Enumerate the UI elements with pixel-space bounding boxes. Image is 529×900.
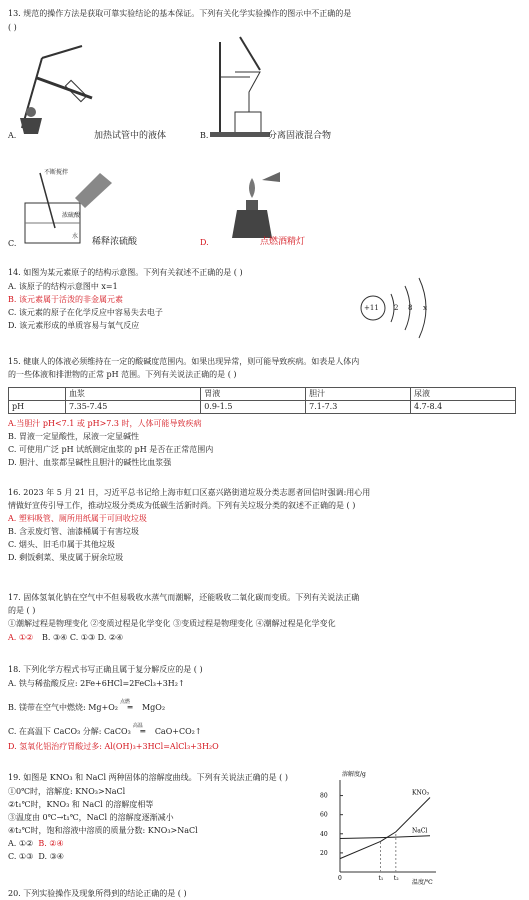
q13-b-letter: B.: [200, 131, 209, 140]
q19-options-row-1: [8, 838, 64, 850]
atom-shell-2: 8: [408, 304, 413, 312]
q18-option-d: D. 氢氧化铝治疗胃酸过多: Al(OH)₃+3HCl=AlCl₃+3H₂O: [8, 742, 219, 751]
q13-c-letter: C.: [8, 239, 17, 248]
q14-option-b: B. 该元素属于活泼的非金属元素: [8, 295, 123, 304]
q17-options-rest: B. ③④ C. ①③ D. ②④: [42, 633, 124, 642]
q17-stem-2: 的是 ( ): [8, 606, 36, 615]
q15-option-c: C. 可使用广泛 pH 试纸测定血浆的 pH 是否在正常范围内: [8, 445, 214, 454]
q19-stem: 19. 如图是 KNO₃ 和 NaCl 两种固体的溶解度曲线。下列有关说法正确的是 ( ): [8, 773, 288, 782]
q19-options-row-2: [8, 851, 64, 863]
x-axis-label: 温度/℃: [412, 879, 433, 886]
x-tick-label: 0: [338, 875, 342, 882]
q20-stem: 20. 下列实验操作及现象所得到的结论正确的是 ( ): [8, 889, 187, 898]
q16-stem-2: 情做好宣传引导工作，推动垃圾分类成为低碳生活新时尚。下列有关垃圾分类的叙述不正确的是 ( ): [8, 501, 356, 510]
q13-b-caption: 分离固液混合物: [268, 131, 332, 141]
y-axis-label: 溶解度/g: [342, 771, 366, 778]
q16-stem-1: 16. 2023 年 5 月 21 日，习近平总书记给上海市虹口区嘉兴路街道垃圾分类志愿者回信时强调:用心用: [8, 488, 371, 497]
q13-stem: 13. 规范的操作方法是获取可靠实验结论的基本保证。下列有关化学实验操作的图示中不正确的是: [8, 9, 352, 18]
q16-option-c: C. 烟头、旧毛巾属于其他垃圾: [8, 540, 115, 549]
q18-c-condition: 高温: [132, 723, 143, 729]
y-tick-label: 20: [320, 849, 328, 857]
q19-item-2: ②t₁℃时，KNO₃ 和 NaCl 的溶解度相等: [8, 800, 154, 809]
q13-d-caption: 点燃酒精灯: [260, 237, 306, 247]
q18-option-a: A. 铁与稀盐酸反应: 2Fe+6HCl=2FeCl₃+3H₂↑: [8, 679, 185, 688]
q14-option-d: D. 该元素形成的单质容易与氧气反应: [8, 321, 140, 330]
q19-option-c: C. ①③: [8, 852, 34, 861]
table-row: [9, 401, 516, 414]
q19-option-a: A. ①②: [8, 839, 34, 848]
heating-test-tube-icon: [12, 38, 102, 138]
q14-option-c: C. 该元素的原子在化学反应中容易失去电子: [8, 308, 163, 317]
q15-stem-2: 的一些体液和排泄物的正常 pH 范围。下列有关说法正确的是 ( ): [8, 370, 237, 379]
q17-stem-1: 17. 固体氢氧化钠在空气中不但易吸收水蒸气而潮解，还能吸收二氧化碳而变质。下列有关说法正确: [8, 593, 360, 602]
table-cell: 血浆: [66, 388, 201, 401]
table-cell: 尿液: [411, 388, 516, 401]
q13-a-letter: A.: [8, 131, 17, 140]
q18-stem: 18. 下列化学方程式书写正确且属于复分解反应的是 ( ): [8, 665, 203, 674]
solubility-chart: [318, 768, 448, 886]
q13-stir-label: 不断搅拌: [44, 169, 69, 176]
q13-paren: ( ): [8, 23, 17, 32]
q18-b-pre: B. 镁带在空气中燃烧: Mg+O₂: [8, 703, 118, 712]
alcohol-lamp-icon: [222, 170, 282, 242]
q15-option-a: A.当胆汁 pH<7.1 或 pH>7.3 时，人体可能导致疾病: [8, 419, 202, 428]
filtration-icon: [205, 32, 275, 140]
q18-option-b: B. 镁带在空气中燃烧: Mg+O₂ 点燃 ═ MgO₂: [8, 702, 165, 714]
q18-c-pre: C. 在高温下 CaCO₃ 分解: CaCO₃: [8, 727, 131, 736]
q18-c-post: CaO+CO₂↑: [154, 727, 202, 736]
y-tick-label: 40: [320, 830, 328, 838]
table-row: [9, 388, 516, 401]
x-tick-label: t₂: [393, 875, 399, 882]
y-tick-label: 80: [320, 792, 328, 800]
table-cell: 7.1-7.3: [306, 401, 411, 414]
series-label: KNO₃: [412, 789, 430, 797]
q13-a-caption: 加热试管中的液体: [94, 131, 167, 141]
table-cell: 0.9-1.5: [201, 401, 306, 414]
q13-d-letter: D.: [200, 238, 209, 247]
q19-item-3: ③温度由 0℃→t₁℃，NaCl 的溶解度逐渐减小: [8, 813, 174, 822]
atom-shell-1: 2: [394, 304, 399, 312]
q13-water-label: 水: [72, 233, 79, 240]
table-cell: 4.7-8.4: [411, 401, 516, 414]
q19-option-b: B. ②④: [38, 839, 64, 848]
y-tick-label: 60: [320, 811, 328, 819]
q18-option-c: C. 在高温下 CaCO₃ 分解: CaCO₃ 高温 ═ CaO+CO₂↑: [8, 726, 202, 738]
q19-item-4: ④t₂℃时，饱和溶液中溶质的质量分数: KNO₃>NaCl: [8, 826, 198, 835]
q15-stem-1: 15. 健康人的体液必须维持在一定的酸碱度范围内。如果出现异常，则可能导致疾病。如表是人体内: [8, 357, 360, 366]
table-cell: 胆汁: [306, 388, 411, 401]
atom-shell-3: x: [423, 304, 427, 312]
q14-option-a: A. 该原子的结构示意图中 x=1: [8, 282, 118, 291]
table-cell: 胃液: [201, 388, 306, 401]
q16-option-a: A. 塑料吸管、厕所用纸属于可回收垃圾: [8, 514, 147, 523]
q17-option-a: A. ①②: [8, 633, 34, 642]
ph-table: [8, 387, 516, 414]
q15-option-d: D. 胆汁、血浆都呈碱性且胆汁的碱性比血浆强: [8, 458, 172, 467]
series-label: NaCl: [412, 827, 428, 835]
q16-option-d: D. 剩饭剩菜、果皮属于厨余垃圾: [8, 553, 124, 562]
q19-item-1: ①0℃时，溶解度: KNO₃>NaCl: [8, 787, 126, 796]
q19-option-d: D. ③④: [38, 852, 64, 861]
q17-items: ①潮解过程是物理变化 ②变质过程是化学变化 ③变质过程是物理变化 ④潮解过程是化学变化: [8, 619, 336, 628]
q18-b-condition: 点燃: [119, 699, 130, 705]
q13-c-caption: 稀释浓硫酸: [92, 237, 138, 247]
table-cell: [9, 388, 66, 401]
q18-b-post: MgO₂: [141, 703, 166, 712]
q14-stem: 14. 如图为某元素原子的结构示意图。下列有关叙述不正确的是 ( ): [8, 268, 243, 277]
q13-acid-label: 浓硫酸: [62, 212, 81, 219]
table-cell: pH: [9, 401, 66, 414]
table-cell: 7.35-7.45: [66, 401, 201, 414]
q16-option-b: B. 含汞废灯管、油漆桶属于有害垃圾: [8, 527, 139, 536]
q15-option-b: B. 胃液一定显酸性，尿液一定显碱性: [8, 432, 139, 441]
x-tick-label: t₁: [378, 875, 384, 882]
atom-nucleus: +11: [364, 304, 379, 312]
